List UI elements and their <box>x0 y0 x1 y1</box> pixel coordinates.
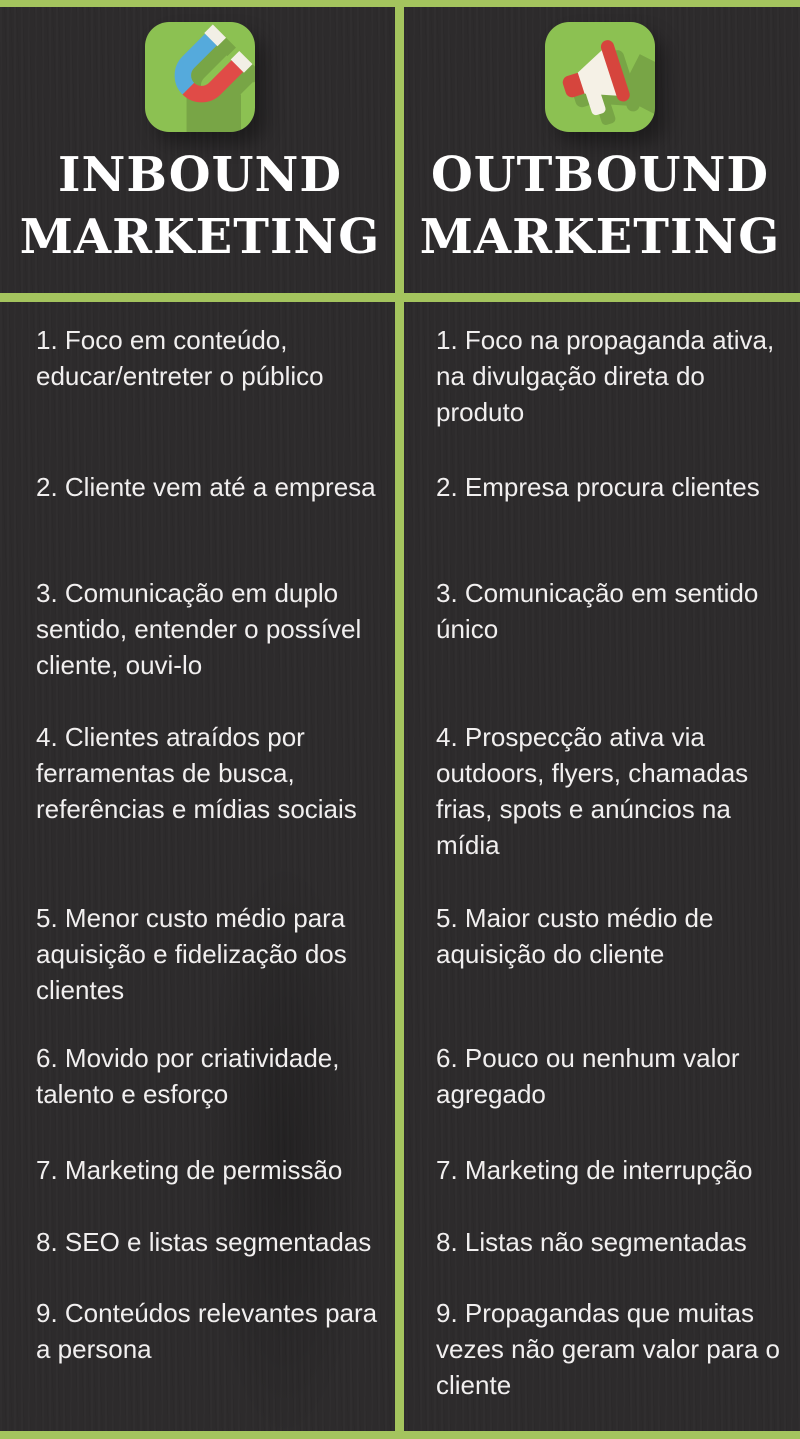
outbound-item-4: 4. Prospecção ativa via outdoors, flyers, chamadas frias, spots e anúncios na mídia <box>436 722 749 860</box>
inbound-item-6: 6. Movido por criatividade, talento e esforço <box>36 1043 340 1109</box>
bottom-frame-border <box>0 1431 800 1439</box>
outbound-item-8: 8. Listas não segmentadas <box>436 1227 747 1257</box>
outbound-item-6: 6. Pouco ou nenhum valor agregado <box>436 1043 740 1109</box>
inbound-item-4: 4. Clientes atraídos por ferramentas de busca, referências e mídias sociais <box>36 722 357 824</box>
inbound-item-9: 9. Conteúdos relevantes para a persona <box>36 1298 378 1364</box>
inbound-title-line2: MARKETING <box>19 209 381 265</box>
outbound-title-line1: OUTBOUND <box>430 147 769 203</box>
inbound-item-2: 2. Cliente vem até a empresa <box>36 472 376 502</box>
inbound-title <box>20 144 381 268</box>
outbound-title-line2: MARKETING <box>419 209 781 265</box>
inbound-item-5: 5. Menor custo médio para aquisição e fidelização dos clientes <box>36 903 347 1005</box>
outbound-item-5: 5. Maior custo médio de aquisição do cliente <box>436 903 714 969</box>
outbound-item-3: 3. Comunicação em sentido único <box>436 578 759 644</box>
outbound-column-header <box>400 7 800 293</box>
inbound-column-header <box>0 7 400 293</box>
outbound-item-1: 1. Foco na propaganda ativa, na divulgação direta do produto <box>436 325 775 427</box>
inbound-item-3: 3. Comunicação em duplo sentido, entender o possível cliente, ouvi-lo <box>36 578 362 680</box>
outbound-item-9: 9. Propagandas que muitas vezes não geram valor para o cliente <box>436 1298 780 1400</box>
vertical-divider <box>395 0 404 1439</box>
inbound-item-1: 1. Foco em conteúdo, educar/entreter o público <box>36 325 324 391</box>
outbound-title <box>420 144 781 268</box>
magnet-icon <box>145 22 255 132</box>
inbound-item-7: 7. Marketing de permissão <box>36 1155 343 1185</box>
inbound-title-line1: INBOUND <box>58 147 342 203</box>
inbound-item-8: 8. SEO e listas segmentadas <box>36 1227 372 1257</box>
outbound-item-2: 2. Empresa procura clientes <box>436 472 760 502</box>
megaphone-icon <box>545 22 655 132</box>
outbound-item-7: 7. Marketing de interrupção <box>436 1155 753 1185</box>
